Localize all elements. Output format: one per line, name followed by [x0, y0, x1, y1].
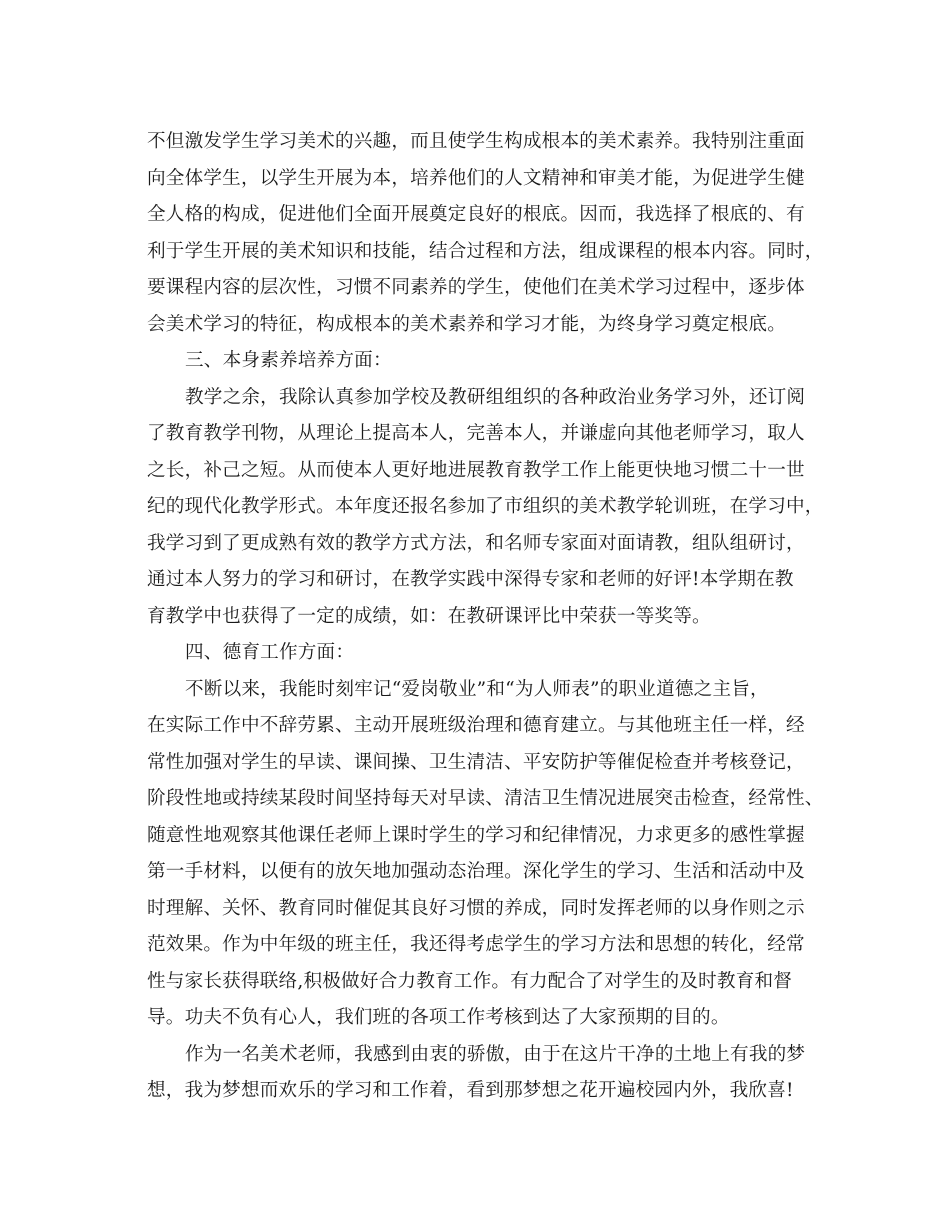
- text-line: 我学习到了更成熟有效的教学方式方法，和名师专家面对面请教，组队组研讨，: [147, 532, 805, 554]
- text-line: 通过本人努力的学习和研讨，在教学实践中深得专家和老师的好评!本学期在教: [147, 569, 794, 590]
- text-line: 教学之余，我除认真参加学校及教研组组织的各种政治业务学习外，还订阅: [185, 386, 806, 408]
- text-line: 向全体学生，以学生开展为本，培养他们的人文精神和审美才能，为促进学生健: [147, 167, 805, 189]
- section-heading: 三、本身素养培养方面：: [185, 350, 392, 371]
- text-line: 第一手材料，以便有的放矢地加强动态治理。深化学生的学习、生活和活动中及: [147, 861, 805, 882]
- text-line: 育教学中也获得了一定的成绩，如：在教研课评比中荣获一等奖等。: [147, 605, 711, 627]
- text-line: 了教育教学刊物，从理论上提高本人，完善本人，并谦虚向其他老师学习，取人: [147, 423, 805, 444]
- text-line: 会美术学习的特征，构成根本的美术素养和学习才能，为终身学习奠定根底。: [147, 313, 786, 335]
- text-line: 随意性地观察其他课任老师上课时学生的学习和纪律情况，力求更多的感性掌握: [147, 824, 805, 846]
- document-body: [147, 124, 824, 1110]
- text-line: 常性加强对学生的早读、课间操、卫生清洁、平安防护等催促检查并考核登记，: [147, 751, 805, 773]
- text-line: 性与家长获得联络,积极做好合力教育工作。有力配合了对学生的及时教育和督: [147, 970, 793, 992]
- text-line: 不但激发学生学习美术的兴趣，而且使学生构成根本的美术素养。我特别注重面: [147, 131, 805, 152]
- text-line: 阶段性地或持续某段时间坚持每天对早读、清洁卫生情况进展突击检查，经常性、: [147, 788, 824, 809]
- text-line: 利于学生开展的美术知识和技能，结合过程和方法，组成课程的根本内容。同时，: [147, 240, 824, 262]
- text-line: 作为一名美术老师，我感到由衷的骄傲，由于在这片干净的土地上有我的梦: [185, 1043, 806, 1065]
- text-line: 之长，补己之短。从而使本人更好地进展教育教学工作上能更快地习惯二十一世: [147, 459, 805, 481]
- text-line: 纪的现代化教学形式。本年度还报名参加了市组织的美术教学轮训班，在学习中，: [147, 496, 824, 517]
- text-line: 不断以来，我能时刻牢记“爱岗敬业”和“为人师表”的职业道德之主旨，: [185, 678, 769, 700]
- text-line: 全人格的构成，促进他们全面开展奠定良好的根底。因而，我选择了根底的、有: [147, 204, 805, 225]
- text-line: 在实际工作中不辞劳累、主动开展班级治理和德育建立。与其他班主任一样，经: [147, 715, 805, 736]
- text-line: 时理解、关怀、教育同时催促其良好习惯的养成，同时发挥老师的以身作则之示: [147, 897, 805, 919]
- text-line: 范效果。作为中年级的班主任，我还得考虑学生的学习方法和思想的转化，经常: [147, 934, 805, 955]
- text-line: 要课程内容的层次性，习惯不同素养的学生，使他们在美术学习过程中，逐步体: [147, 277, 805, 298]
- text-line: 导。功夫不负有心人，我们班的各项工作考核到达了大家预期的目的。: [147, 1007, 730, 1028]
- section-heading: 四、德育工作方面：: [185, 642, 355, 663]
- text-line: 想，我为梦想而欢乐的学习和工作着，看到那梦想之花开遍校园内外，我欣喜!: [147, 1080, 794, 1101]
